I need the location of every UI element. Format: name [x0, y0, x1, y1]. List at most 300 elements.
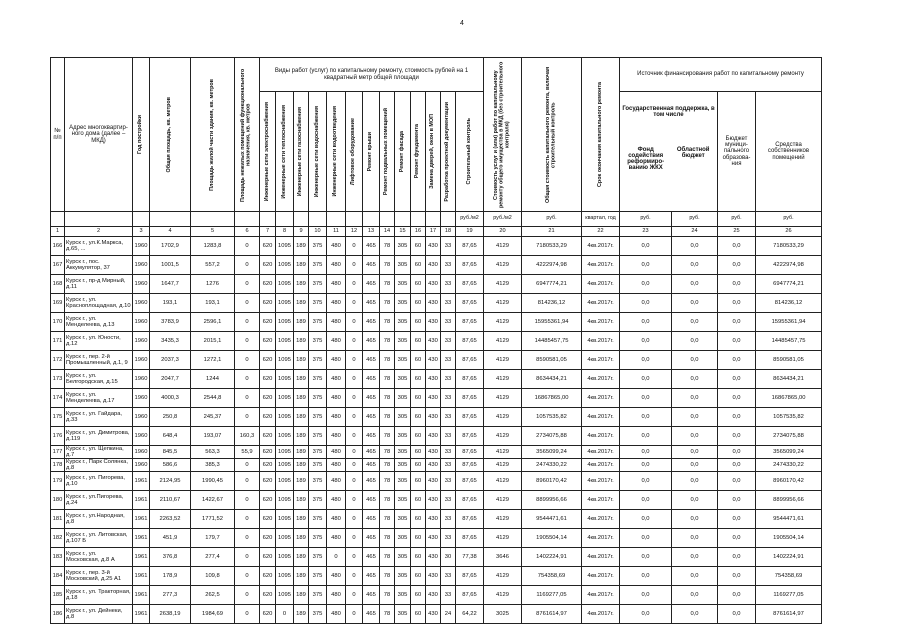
row-regional: 0,0	[672, 389, 718, 408]
row-func-area: 0	[235, 586, 260, 605]
header-work-6: Лифтовое оборудование	[346, 92, 363, 212]
row-work-cost: 375	[309, 275, 327, 294]
row-total-cost: 4222974,98	[522, 256, 582, 275]
row-work-cost: 33	[441, 459, 456, 472]
row-work-cost: 305	[395, 256, 411, 275]
row-work-cost: 430	[426, 529, 441, 548]
row-work-cost: 87,65	[456, 446, 484, 459]
row-cost-sqm: 4129	[484, 491, 522, 510]
row-total-area: 845,5	[150, 446, 191, 459]
row-work-cost: 87,65	[456, 567, 484, 586]
row-year: 1960	[133, 313, 150, 332]
row-work-cost: 480	[327, 408, 346, 427]
header-work-1: Инженерные сети электроснабжения	[260, 92, 276, 212]
row-work-cost: 189	[294, 548, 309, 567]
row-address: Курск г., ул. Московская, д.8 А	[65, 548, 133, 567]
row-address: Курск г., ул.Пигорева, д.24	[65, 491, 133, 510]
row-cost-sqm: 4129	[484, 586, 522, 605]
row-address: Курск г., ул. Белгородская, д.15	[65, 370, 133, 389]
row-work-cost: 60	[411, 605, 426, 624]
row-work-cost: 189	[294, 427, 309, 446]
header-year: Год постройки	[133, 58, 150, 212]
row-work-cost: 465	[363, 256, 380, 275]
column-index-cell: 10	[309, 227, 327, 237]
row-number: 173	[51, 370, 65, 389]
row-regional: 0,0	[672, 332, 718, 351]
row-cost-sqm: 4129	[484, 332, 522, 351]
row-total-area: 2037,3	[150, 351, 191, 370]
row-work-cost: 305	[395, 510, 411, 529]
row-work-cost: 78	[380, 275, 395, 294]
row-year: 1960	[133, 459, 150, 472]
row-work-cost: 1095	[276, 529, 294, 548]
table-row	[51, 313, 822, 332]
row-work-cost: 465	[363, 332, 380, 351]
row-municipal: 0,0	[718, 351, 756, 370]
table-row	[51, 586, 822, 605]
row-work-cost: 87,65	[456, 472, 484, 491]
row-living-area: 2544,8	[191, 389, 235, 408]
row-work-cost: 60	[411, 510, 426, 529]
row-work-cost: 77,38	[456, 548, 484, 567]
row-func-area: 0	[235, 294, 260, 313]
row-number: 175	[51, 408, 65, 427]
row-cost-sqm: 4129	[484, 446, 522, 459]
row-total-area: 193,1	[150, 294, 191, 313]
row-func-area: 0	[235, 459, 260, 472]
row-work-cost: 465	[363, 548, 380, 567]
row-owners: 6947774,21	[756, 275, 822, 294]
row-deadline: 4кв.2017г.	[582, 427, 620, 446]
row-work-cost: 430	[426, 548, 441, 567]
row-work-cost: 33	[441, 332, 456, 351]
row-total-area: 3783,9	[150, 313, 191, 332]
row-living-area: 1990,45	[191, 472, 235, 491]
row-year: 1960	[133, 389, 150, 408]
row-work-cost: 87,65	[456, 313, 484, 332]
unit-municipal: руб.	[718, 212, 756, 227]
row-work-cost: 87,65	[456, 275, 484, 294]
column-index-cell: 15	[395, 227, 411, 237]
column-index-cell: 5	[191, 227, 235, 237]
row-work-cost: 465	[363, 567, 380, 586]
row-work-cost: 87,65	[456, 351, 484, 370]
row-municipal: 0,0	[718, 605, 756, 624]
row-work-cost: 0	[346, 332, 363, 351]
row-deadline: 4кв.2017г.	[582, 389, 620, 408]
row-cost-sqm: 4129	[484, 408, 522, 427]
row-work-cost: 1095	[276, 351, 294, 370]
row-municipal: 0,0	[718, 510, 756, 529]
row-cost-sqm: 4129	[484, 472, 522, 491]
row-work-cost: 375	[309, 370, 327, 389]
row-municipal: 0,0	[718, 548, 756, 567]
row-work-cost: 87,65	[456, 389, 484, 408]
row-municipal: 0,0	[718, 275, 756, 294]
row-number: 169	[51, 294, 65, 313]
row-work-cost: 620	[260, 427, 276, 446]
row-work-cost: 60	[411, 389, 426, 408]
header-deadline: Срок окончания капитального ремонта	[582, 58, 620, 212]
row-owners: 754358,69	[756, 567, 822, 586]
row-work-cost: 480	[327, 427, 346, 446]
row-total-cost: 14485457,75	[522, 332, 582, 351]
row-owners: 1905504,14	[756, 529, 822, 548]
row-year: 1961	[133, 605, 150, 624]
row-owners: 4222974,98	[756, 256, 822, 275]
row-work-cost: 375	[309, 529, 327, 548]
table-row	[51, 294, 822, 313]
row-work-cost: 480	[327, 446, 346, 459]
row-work-cost: 60	[411, 237, 426, 256]
row-owners: 8590581,05	[756, 351, 822, 370]
row-work-cost: 0	[327, 548, 346, 567]
table-row	[51, 370, 822, 389]
row-work-cost: 78	[380, 256, 395, 275]
row-living-area: 557,2	[191, 256, 235, 275]
row-fund: 0,0	[620, 446, 672, 459]
row-work-cost: 78	[380, 370, 395, 389]
row-work-cost: 78	[380, 389, 395, 408]
row-work-cost: 305	[395, 472, 411, 491]
table-row	[51, 275, 822, 294]
row-cost-sqm: 4129	[484, 237, 522, 256]
row-work-cost: 620	[260, 332, 276, 351]
row-cost-sqm: 3025	[484, 605, 522, 624]
row-year: 1961	[133, 510, 150, 529]
row-work-cost: 87,65	[456, 427, 484, 446]
row-work-cost: 78	[380, 237, 395, 256]
row-work-cost: 620	[260, 351, 276, 370]
row-year: 1960	[133, 237, 150, 256]
row-work-cost: 480	[327, 459, 346, 472]
row-work-cost: 620	[260, 459, 276, 472]
row-work-cost: 60	[411, 586, 426, 605]
row-work-cost: 33	[441, 446, 456, 459]
row-work-cost: 480	[327, 586, 346, 605]
row-fund: 0,0	[620, 351, 672, 370]
row-work-cost: 1095	[276, 491, 294, 510]
row-regional: 0,0	[672, 548, 718, 567]
row-year: 1960	[133, 446, 150, 459]
row-work-cost: 620	[260, 548, 276, 567]
row-cost-sqm: 4129	[484, 294, 522, 313]
row-work-cost: 305	[395, 427, 411, 446]
row-year: 1961	[133, 567, 150, 586]
header-fund: Фонд содействия реформиро-ванию ЖКХ	[627, 146, 665, 172]
row-number: 174	[51, 389, 65, 408]
row-work-cost: 1095	[276, 510, 294, 529]
row-total-cost: 8634434,21	[522, 370, 582, 389]
column-index-cell: 1	[51, 227, 65, 237]
row-work-cost: 60	[411, 332, 426, 351]
row-living-area: 1771,52	[191, 510, 235, 529]
row-address: Курск г., пер. 3-й Московский, д.25 А1	[65, 567, 133, 586]
row-work-cost: 375	[309, 548, 327, 567]
row-work-cost: 1095	[276, 237, 294, 256]
row-work-cost: 189	[294, 529, 309, 548]
row-work-cost: 430	[426, 294, 441, 313]
row-work-cost: 620	[260, 472, 276, 491]
row-work-cost: 620	[260, 510, 276, 529]
row-work-cost: 33	[441, 472, 456, 491]
row-work-cost: 60	[411, 491, 426, 510]
row-fund: 0,0	[620, 237, 672, 256]
row-work-cost: 189	[294, 605, 309, 624]
table-row	[51, 529, 822, 548]
row-work-cost: 33	[441, 408, 456, 427]
row-regional: 0,0	[672, 529, 718, 548]
row-work-cost: 33	[441, 586, 456, 605]
row-func-area: 0	[235, 313, 260, 332]
header-work-5: Инженерные сети водоотведения	[327, 92, 346, 212]
row-total-cost: 2734075,88	[522, 427, 582, 446]
row-regional: 0,0	[672, 491, 718, 510]
row-work-cost: 465	[363, 491, 380, 510]
header-total-area: Общая площадь, кв. метров	[150, 58, 191, 212]
row-cost-sqm: 4129	[484, 351, 522, 370]
row-work-cost: 480	[327, 605, 346, 624]
row-work-cost: 189	[294, 459, 309, 472]
row-address: Курск г., пер. 2-й Промышленный, д.1, 9	[65, 351, 133, 370]
capital-repair-table	[50, 57, 822, 624]
row-year: 1961	[133, 548, 150, 567]
row-work-cost: 87,65	[456, 491, 484, 510]
row-work-cost: 305	[395, 446, 411, 459]
table-row	[51, 459, 822, 472]
row-work-cost: 87,65	[456, 459, 484, 472]
row-work-cost: 480	[327, 529, 346, 548]
row-number: 170	[51, 313, 65, 332]
row-work-cost: 430	[426, 351, 441, 370]
row-work-cost: 620	[260, 313, 276, 332]
row-living-area: 1272,1	[191, 351, 235, 370]
header-func-area: Площадь нежилых помещений функционального назначения, кв. метров	[235, 58, 260, 212]
row-work-cost: 0	[346, 351, 363, 370]
row-address: Курск г., ул. Юности, д.12	[65, 332, 133, 351]
row-work-cost: 60	[411, 313, 426, 332]
row-number: 180	[51, 491, 65, 510]
row-living-area: 1283,8	[191, 237, 235, 256]
row-work-cost: 78	[380, 427, 395, 446]
row-municipal: 0,0	[718, 332, 756, 351]
row-municipal: 0,0	[718, 427, 756, 446]
row-municipal: 0,0	[718, 408, 756, 427]
row-work-cost: 430	[426, 427, 441, 446]
row-regional: 0,0	[672, 237, 718, 256]
row-address: Курск г., ул.Народная, д.8	[65, 510, 133, 529]
row-func-area: 0	[235, 548, 260, 567]
header-owners: Средства собственников помещений	[756, 92, 822, 212]
row-work-cost: 33	[441, 370, 456, 389]
row-deadline: 4кв.2017г.	[582, 256, 620, 275]
row-work-cost: 465	[363, 389, 380, 408]
row-work-cost: 0	[346, 459, 363, 472]
row-year: 1960	[133, 351, 150, 370]
row-total-area: 1702,9	[150, 237, 191, 256]
row-number: 186	[51, 605, 65, 624]
row-regional: 0,0	[672, 567, 718, 586]
row-municipal: 0,0	[718, 389, 756, 408]
unit-total: руб.	[522, 212, 582, 227]
row-work-cost: 1095	[276, 313, 294, 332]
table-row	[51, 332, 822, 351]
row-work-cost: 1095	[276, 370, 294, 389]
row-work-cost: 620	[260, 294, 276, 313]
row-total-area: 2638,19	[150, 605, 191, 624]
row-work-cost: 305	[395, 548, 411, 567]
row-regional: 0,0	[672, 351, 718, 370]
row-regional: 0,0	[672, 586, 718, 605]
row-work-cost: 620	[260, 586, 276, 605]
row-work-cost: 60	[411, 256, 426, 275]
row-work-cost: 189	[294, 567, 309, 586]
row-work-cost: 480	[327, 275, 346, 294]
row-work-cost: 620	[260, 256, 276, 275]
row-work-cost: 33	[441, 313, 456, 332]
row-work-cost: 0	[346, 427, 363, 446]
row-work-cost: 465	[363, 237, 380, 256]
row-work-cost: 87,65	[456, 332, 484, 351]
row-work-cost: 0	[346, 294, 363, 313]
unit-cost-sqm-b: руб./м2	[484, 212, 522, 227]
column-index-cell: 4	[150, 227, 191, 237]
row-year: 1961	[133, 586, 150, 605]
row-work-cost: 78	[380, 408, 395, 427]
row-work-cost: 0	[346, 389, 363, 408]
row-address: Курск г., ул. Димитрова, д.119	[65, 427, 133, 446]
row-total-area: 1001,5	[150, 256, 191, 275]
row-work-cost: 305	[395, 275, 411, 294]
row-func-area: 0	[235, 275, 260, 294]
row-municipal: 0,0	[718, 472, 756, 491]
row-work-cost: 78	[380, 351, 395, 370]
row-deadline: 4кв.2017г.	[582, 605, 620, 624]
row-work-cost: 465	[363, 408, 380, 427]
row-work-cost: 465	[363, 294, 380, 313]
row-fund: 0,0	[620, 294, 672, 313]
row-work-cost: 1095	[276, 459, 294, 472]
row-number: 171	[51, 332, 65, 351]
unit-regional: руб.	[672, 212, 718, 227]
row-total-cost: 1402224,91	[522, 548, 582, 567]
row-work-cost: 1095	[276, 332, 294, 351]
table-row	[51, 605, 822, 624]
row-work-cost: 620	[260, 529, 276, 548]
row-municipal: 0,0	[718, 491, 756, 510]
row-work-cost: 375	[309, 459, 327, 472]
row-living-area: 385,3	[191, 459, 235, 472]
row-fund: 0,0	[620, 256, 672, 275]
row-work-cost: 620	[260, 605, 276, 624]
column-index-cell: 2	[65, 227, 133, 237]
header-work-9: Ремонт фасада	[395, 92, 411, 212]
column-index-cell: 11	[327, 227, 346, 237]
row-number: 182	[51, 529, 65, 548]
row-work-cost: 430	[426, 567, 441, 586]
row-work-cost: 465	[363, 472, 380, 491]
row-work-cost: 465	[363, 275, 380, 294]
row-work-cost: 305	[395, 313, 411, 332]
row-number: 181	[51, 510, 65, 529]
table-body	[51, 237, 822, 624]
unit-owners: руб.	[756, 212, 822, 227]
row-work-cost: 0	[346, 472, 363, 491]
row-owners: 8960170,42	[756, 472, 822, 491]
unit-fund: руб.	[620, 212, 672, 227]
header-state-support: Государственная поддержка, в том числе Фонд содействия реформиро-ванию ЖКХ Областной бюджет	[620, 92, 718, 212]
row-work-cost: 33	[441, 510, 456, 529]
row-regional: 0,0	[672, 370, 718, 389]
row-fund: 0,0	[620, 605, 672, 624]
row-work-cost: 620	[260, 408, 276, 427]
row-total-cost: 8899956,66	[522, 491, 582, 510]
row-regional: 0,0	[672, 427, 718, 446]
row-municipal: 0,0	[718, 446, 756, 459]
row-work-cost: 60	[411, 529, 426, 548]
row-total-area: 1647,7	[150, 275, 191, 294]
row-owners: 14485457,75	[756, 332, 822, 351]
row-regional: 0,0	[672, 510, 718, 529]
row-work-cost: 60	[411, 275, 426, 294]
row-work-cost: 620	[260, 237, 276, 256]
row-work-cost: 78	[380, 586, 395, 605]
header-total-cost: Общая стоимость капитального ремонта, включая строительный контроль	[522, 58, 582, 212]
row-work-cost: 465	[363, 529, 380, 548]
table-row	[51, 567, 822, 586]
row-work-cost: 305	[395, 586, 411, 605]
row-work-cost: 0	[346, 529, 363, 548]
row-regional: 0,0	[672, 472, 718, 491]
row-total-area: 648,4	[150, 427, 191, 446]
row-func-area: 0	[235, 370, 260, 389]
row-work-cost: 305	[395, 408, 411, 427]
row-work-cost: 64,22	[456, 605, 484, 624]
row-work-cost: 0	[276, 605, 294, 624]
row-address: Курск г., ул. Гайдара, д.33	[65, 408, 133, 427]
row-work-cost: 305	[395, 389, 411, 408]
header-work-8: Ремонт подвальных помещений	[380, 92, 395, 212]
row-work-cost: 33	[441, 275, 456, 294]
row-work-cost: 1095	[276, 586, 294, 605]
row-cost-sqm: 4129	[484, 510, 522, 529]
row-deadline: 4кв.2017г.	[582, 275, 620, 294]
column-index-row	[51, 227, 822, 237]
row-cost-sqm: 4129	[484, 370, 522, 389]
column-index-cell: 24	[672, 227, 718, 237]
column-index-cell: 7	[260, 227, 276, 237]
row-fund: 0,0	[620, 370, 672, 389]
row-work-cost: 375	[309, 491, 327, 510]
row-living-area: 277,4	[191, 548, 235, 567]
row-municipal: 0,0	[718, 567, 756, 586]
row-work-cost: 480	[327, 332, 346, 351]
row-living-area: 1244	[191, 370, 235, 389]
row-work-cost: 375	[309, 351, 327, 370]
unit-deadline: квартал, год	[582, 212, 620, 227]
row-work-cost: 78	[380, 446, 395, 459]
column-index-cell: 14	[380, 227, 395, 237]
row-work-cost: 0	[346, 370, 363, 389]
column-index-cell: 19	[456, 227, 484, 237]
column-index-cell: 3	[133, 227, 150, 237]
row-owners: 1402224,91	[756, 548, 822, 567]
row-work-cost: 87,65	[456, 294, 484, 313]
row-address: Курск г., Парк Солянка, д.8	[65, 459, 133, 472]
row-owners: 3565099,24	[756, 446, 822, 459]
row-work-cost: 87,65	[456, 586, 484, 605]
row-fund: 0,0	[620, 389, 672, 408]
